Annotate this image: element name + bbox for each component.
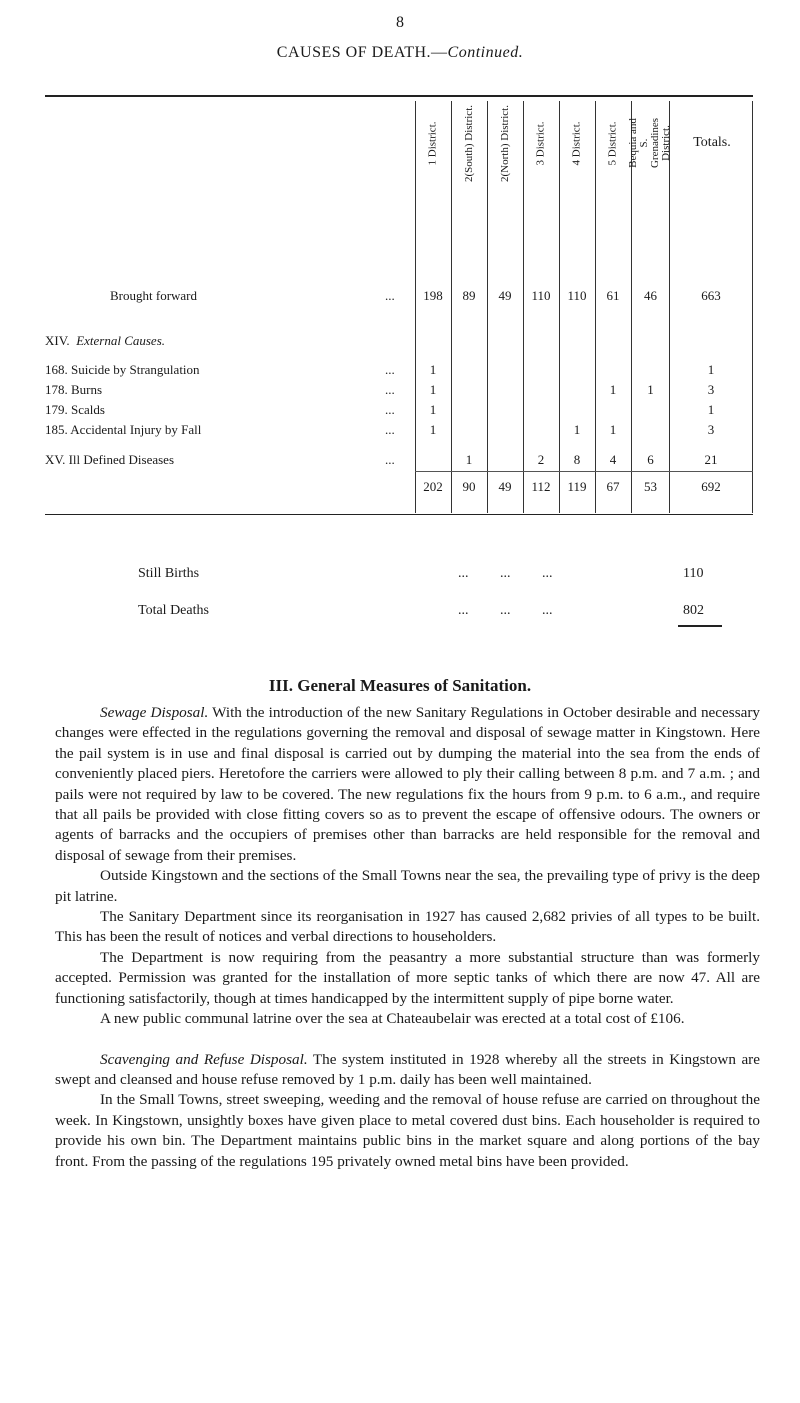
row-value: 1 xyxy=(609,382,617,397)
leader-dots: ... xyxy=(385,402,395,417)
row-total: 1 xyxy=(707,362,715,377)
row-value: 1 xyxy=(429,402,437,417)
sum-value: 67 xyxy=(606,479,620,494)
col-header-totals: Totals. xyxy=(693,135,731,150)
leader-dots: ... ... ... xyxy=(458,603,553,618)
still-births-value: 110 xyxy=(683,566,704,581)
sum-rule xyxy=(415,471,753,472)
row-value: 8 xyxy=(573,452,581,467)
page-heading: CAUSES OF DEATH.—Continued. xyxy=(276,44,524,61)
bf-value: 110 xyxy=(567,288,587,303)
row-value: 1 xyxy=(429,422,437,437)
scavenging-heading: Scavenging and Refuse Disposal. xyxy=(100,1050,308,1068)
section-xiv: XIV. External Causes. xyxy=(45,333,166,348)
sum-total: 692 xyxy=(701,479,721,494)
bf-value: 46 xyxy=(644,288,657,303)
leader-dots: ... xyxy=(385,362,395,377)
causes-of-death-table xyxy=(45,95,753,515)
sum-value: 119 xyxy=(567,479,587,494)
body-text xyxy=(55,703,760,1172)
row-value: 2 xyxy=(537,452,545,467)
leader-dots: ... xyxy=(385,382,395,397)
col-header-2-south: 2(South) District. xyxy=(462,104,475,182)
leader-dots: ... xyxy=(385,452,395,467)
table-top-rule xyxy=(45,95,753,97)
row-label: 179. Scalds xyxy=(45,402,105,417)
row-total: 3 xyxy=(707,422,715,437)
bf-value: 198 xyxy=(423,288,443,303)
paragraph: The Sanitary Department since its reorganisation in 1927 has caused 2,682 privies of all types to be built. This has been the result of notices and verbal directions to householders. xyxy=(55,908,760,946)
col-header-5: 5 District. xyxy=(606,121,619,165)
total-deaths-value: 802 xyxy=(683,603,704,618)
total-deaths-label: Total Deaths xyxy=(138,603,209,618)
col-header-1: 1 District. xyxy=(426,121,439,165)
row-total: 1 xyxy=(707,402,715,417)
total-underline xyxy=(678,625,722,627)
col-divider xyxy=(752,101,753,513)
paragraph-scavenging: Scavenging and Refuse Disposal. The system instituted in 1928 whereby all the streets in Kingstown are swept and cleansed and house refuse removed by 1 p.m. daily has been well maintained. xyxy=(55,1050,760,1088)
row-value: 1 xyxy=(429,362,437,377)
bf-value: 49 xyxy=(498,288,512,303)
col-header-3: 3 District. xyxy=(534,121,547,165)
sum-value: 49 xyxy=(498,479,512,494)
row-label: XV. Ill Defined Diseases xyxy=(45,452,175,467)
still-births-label: Still Births xyxy=(138,566,200,581)
row-total: 21 xyxy=(704,452,718,467)
row-value: 1 xyxy=(609,422,617,437)
row-value: 1 xyxy=(647,382,654,397)
col-header-bequia: Bequia and S. Grenadines District. xyxy=(627,117,673,169)
heading-main: CAUSES OF DEATH. xyxy=(276,44,432,61)
table-bottom-rule xyxy=(45,514,753,515)
row-value: 1 xyxy=(573,422,581,437)
section-title: III. General Measures of Sanitation. xyxy=(268,676,532,695)
bf-value: 61 xyxy=(606,288,620,303)
row-label: 185. Accidental Injury by Fall xyxy=(45,422,202,437)
bf-total: 663 xyxy=(701,288,721,303)
paragraph: Outside Kingstown and the sections of the Small Towns near the sea, the prevailing type of privy is the deep pit latrine. xyxy=(55,867,760,905)
heading-suffix: Continued. xyxy=(447,44,524,61)
row-value: 1 xyxy=(429,382,437,397)
page-number: 8 xyxy=(396,14,404,31)
row-value: 1 xyxy=(465,452,473,467)
bf-value: 110 xyxy=(531,288,551,303)
row-value: 6 xyxy=(647,452,654,467)
row-value: 4 xyxy=(609,452,617,467)
row-label: 178. Burns xyxy=(45,382,103,397)
sum-value: 202 xyxy=(423,479,443,494)
sum-value: 53 xyxy=(644,479,657,494)
sum-value: 112 xyxy=(531,479,551,494)
sum-value: 90 xyxy=(462,479,476,494)
leader-dots: ... xyxy=(385,288,395,303)
paragraph-sewage: Sewage Disposal. With the introduction of the new Sanitary Regulations in October desirable and necessary changes were effected in the regulations governing the removal and disposal of sewage matter in Kingstown. Here the pail system is in use and final disposal is carried out by dumping the material into the sea from the ends of conveniently placed piers. Heretofore the carriers were allowed to ply their calling between 8 p.m. and 7 a.m. ; and pails were not required by law to be covered. The new regulations fix the hours from 9 p.m. to 6 a.m., and require that all pails be provided with close fitting covers so as to prevent the escape of offensive odours. The owners or agents of barracks and the occupiers of premises other than barracks are held responsible for the removal and disposal of sewage from their premises. xyxy=(55,704,760,864)
sewage-heading: Sewage Disposal. xyxy=(100,704,209,721)
bf-value: 89 xyxy=(462,288,476,303)
leader-dots: ... ... ... xyxy=(458,566,553,581)
row-total: 3 xyxy=(707,382,715,397)
col-header-2-north: 2(North) District. xyxy=(498,104,511,182)
paragraph: In the Small Towns, street sweeping, weeding and the removal of house refuse are carried on throughout the week. In Kingstown, unsightly boxes have given place to metal covered dust bins. Each householder is required to provide his own bin. The Department maintains public bins in the market square and along portions of the bay front. From the passing of the regulations 195 privately owned metal bins have been provided. xyxy=(55,1091,760,1170)
row-label: 168. Suicide by Strangulation xyxy=(45,362,200,377)
paragraph: A new public communal latrine over the sea at Chateaubelair was erected at a total cost of £106. xyxy=(100,1010,685,1028)
brought-forward-label: Brought forward xyxy=(110,288,198,303)
col-header-4: 4 District. xyxy=(570,121,583,165)
paragraph: The Department is now requiring from the peasantry a more substantial structure than was formerly accepted. Permission was granted for the installation of more septic tanks of which there are now 47. All are functioning satisfactorily, though at times handicapped by the intermittent supply of pipe borne water. xyxy=(55,948,760,1007)
leader-dots: ... xyxy=(385,422,395,437)
